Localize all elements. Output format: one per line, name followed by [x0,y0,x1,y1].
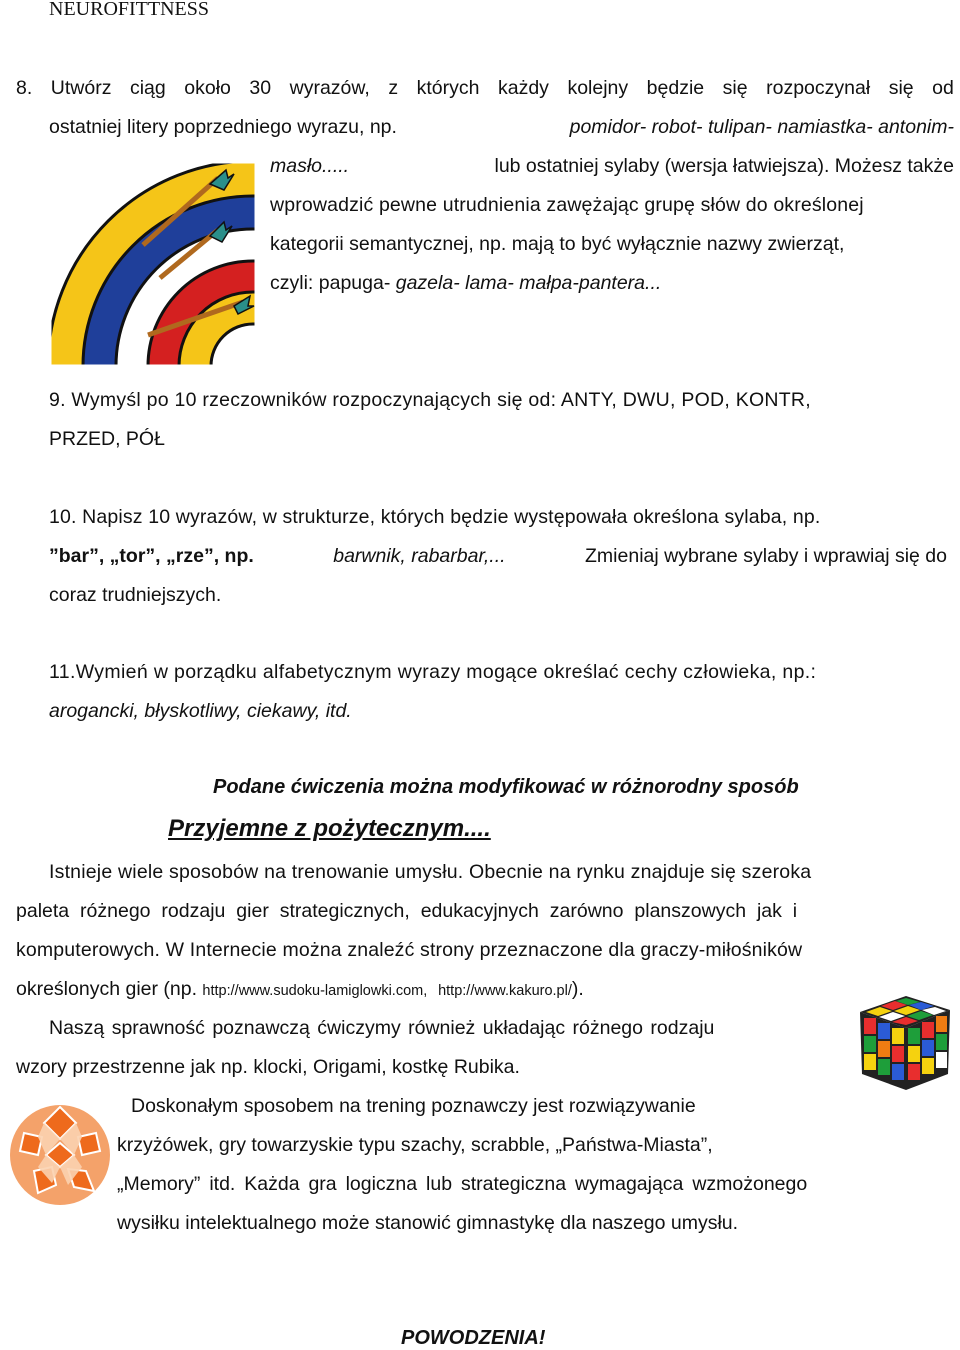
closing-subtitle: Przyjemne z pożytecznym.... [168,815,491,842]
ex8-line-1-word: będzie [646,77,705,99]
ex11-line-2: arogancki, błyskotliwy, ciekawy, itd. [49,700,352,722]
rubiks-cube-illustration [852,990,956,1094]
ex8-line-1-word: wyrazów, [289,77,370,99]
ex10-line-2-text: Zmieniaj wybrane sylaby i wprawiaj się do [579,545,947,567]
ex8-line-1-word: kolejny [567,77,629,99]
ex8-line-1 [16,76,954,100]
ex8-line-1-word: rozpoczynał [766,77,871,99]
ex10-line-2 [49,544,947,568]
document-header: NEUROFITTNESS [49,0,210,20]
body-p1-line-4 [16,977,584,1003]
ex8-line-1-word: około [184,77,231,99]
ex8-line-2 [49,115,954,139]
ex8-example-end: masło..... [270,155,350,177]
ex10-syllables: ”bar”, „tor”, „rze”, np. [49,545,260,567]
ex8-line-1-word: 30 [249,77,272,99]
ex8-line-1-word: Utwórz [50,77,112,99]
body-p3-line-1: Doskonałym sposobem na trening poznawczy jest rozwiązywanie [131,1095,696,1117]
ex8-line-1-word: się [722,77,748,99]
ex8-line-1-word: od [932,77,954,99]
body-p2-line-1: Naszą sprawność poznawczą ćwiczymy również układając różnego rodzaju [49,1017,715,1039]
ex8-line-2-text: ostatniej litery poprzedniego wyrazu, np. [49,116,403,138]
body-p2-line-2: wzory przestrzenne jak np. klocki, Origami, kostkę Rubika. [16,1056,520,1078]
ex8-line-3 [270,154,954,178]
ex8-animal-chain: gazela- lama- małpa-pantera... [395,272,662,294]
ex10-examples: barwnik, rabarbar,... [333,545,506,567]
ex8-line-1-word: z [388,77,399,99]
ex9-line-1: 9. Wymyśl po 10 rzeczowników rozpoczynających się od: ANTY, DWU, POD, KONTR, [49,389,811,411]
closing-title: Podane ćwiczenia można modyfikować w różnorodny sposób [213,776,799,798]
ex8-line-1-word: każdy [497,77,549,99]
ex8-line-6-text: czyli: papuga- [270,272,396,294]
ex8-line-3-text: lub ostatniej sylaby (wersja łatwiejsza). Możesz także [489,155,954,177]
ex9-line-2: PRZED, PÓŁ [49,428,165,450]
sudoku-link[interactable]: http://www.sudoku-lamiglowki.com, [202,983,428,999]
body-p3-line-4: wysiłku intelektualnego może stanowić gimnastykę dla naszego umysłu. [117,1212,739,1234]
ex8-examples-chain: pomidor- robot- tulipan- namiastka- antonim- [569,116,954,138]
ex8-line-6 [270,271,661,295]
body-p1-line-2: paleta różnego rodzaju gier strategicznych, edukacyjnych zarówno planszowych jak i [16,900,798,922]
body-p3-line-2: krzyżówek, gry towarzyskie typu szachy, scrabble, „Państwa-Miasta”, [117,1134,713,1156]
body-p3-line-3: „Memory” itd. Każda gra logiczna lub strategiczna wymagająca wzmożonego [117,1173,808,1195]
ex8-line-1-word: się [888,77,914,99]
origami-ball-illustration [4,1097,114,1213]
body-p1-line-3: komputerowych. W Internecie można znaleźć strony przeznaczone dla graczy-miłośników [16,939,803,961]
ex8-line-1-word: których [416,77,480,99]
body-p1-line-1: Istnieje wiele sposobów na trenowanie umysłu. Obecnie na rynku znajduje się szeroka [49,861,812,883]
body-p1-line-4-text: określonych gier (np. [16,978,203,1000]
closing-wish: POWODZENIA! [401,1327,546,1349]
ex8-line-4: wprowadzić pewne utrudnienia zawężając grupę słów do określonej [270,194,864,216]
ex10-line-1: 10. Napisz 10 wyrazów, w strukturze, których będzie występowała określona sylaba, np. [49,506,821,528]
ex8-line-1-word: ciąg [129,77,166,99]
ex10-line-3: coraz trudniejszych. [49,584,222,606]
kakuro-link[interactable]: http://www.kakuro.pl/ [438,983,572,999]
ex8-line-1-word: 8. [16,77,33,99]
body-p1-line-4-end: ). [571,978,584,1000]
target-arrows-illustration [48,160,258,370]
ex11-line-1: 11.Wymień w porządku alfabetycznym wyrazy mogące określać cechy człowieka, np.: [49,661,817,683]
ex8-line-5: kategorii semantycznej, np. mają to być wyłącznie nazwy zwierząt, [270,233,845,255]
